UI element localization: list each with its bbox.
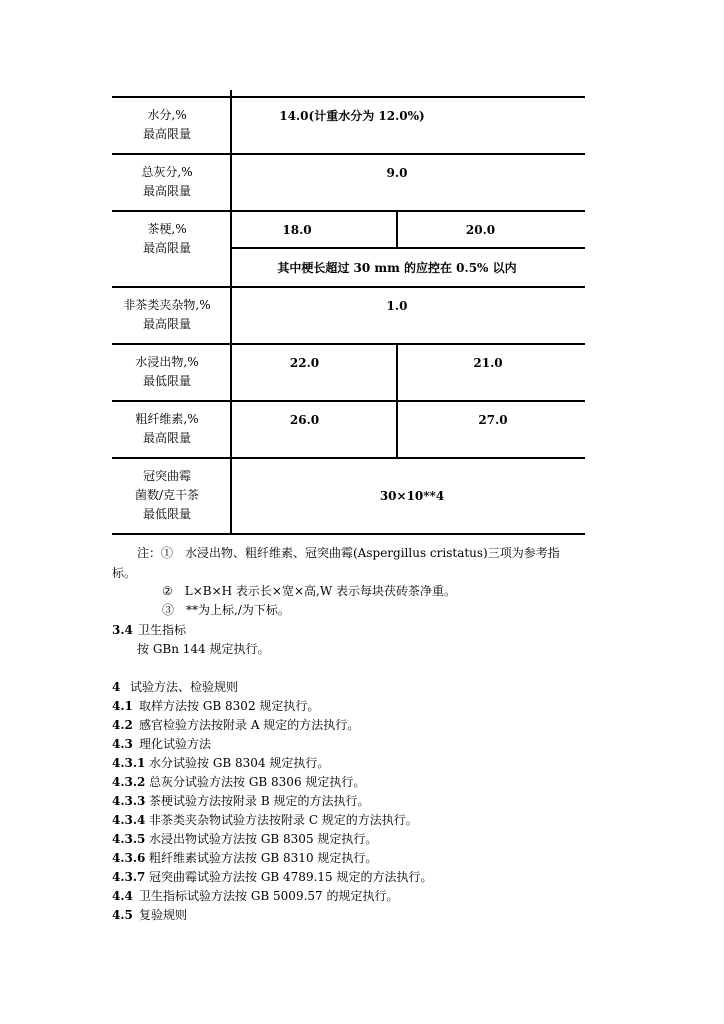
row-divider — [112, 153, 585, 155]
section-number: 4.1 — [112, 699, 133, 713]
section-text: 试验方法、检验规则 — [130, 680, 239, 694]
section-4 — [112, 678, 238, 696]
label-line: 粗纤维素,% — [135, 412, 199, 426]
section-text: 水浸出物试验方法按 GB 8305 规定执行。 — [149, 832, 378, 846]
value-impurities: 1.0 — [386, 299, 408, 313]
section-number: 4.2 — [112, 718, 133, 732]
label-line: 非茶类夹杂物,% — [123, 298, 211, 312]
label-line: 总灰分,% — [141, 165, 193, 179]
section-text: 感官检验方法按附录 A 规定的方法执行。 — [139, 718, 360, 732]
section-4-5 — [112, 906, 187, 924]
section-text: 复验规则 — [139, 908, 188, 922]
label-line: 最高限量 — [142, 317, 191, 331]
section-4-3-5 — [112, 830, 377, 848]
section-number: 4.3.5 — [112, 832, 146, 846]
section-4-3-7 — [112, 868, 432, 886]
label-line: 最高限量 — [142, 127, 191, 141]
table-bottom-rule — [112, 533, 585, 535]
section-3-4-body: 按 GBn 144 规定执行。 — [137, 642, 270, 656]
row-divider — [112, 343, 585, 345]
section-4-3-4 — [112, 811, 418, 829]
section-number: 4.3.1 — [112, 756, 146, 770]
section-4-3 — [112, 735, 211, 753]
note-1-line-1: 注：① 水浸出物、粗纤维素、冠突曲霉(Aspergillus cristatus)三项为参考指 — [137, 546, 560, 560]
row-label-stalk — [112, 220, 222, 258]
row-label-crude-fiber — [112, 410, 222, 448]
section-4-4 — [112, 887, 398, 905]
label-line: 最高限量 — [142, 184, 191, 198]
note-1-line-2: 标。 — [112, 566, 137, 580]
section-number: 4.3.2 — [112, 775, 146, 789]
label-line: 冠突曲霉 — [142, 469, 191, 483]
label-line: 水浸出物,% — [135, 355, 199, 369]
section-4-3-1 — [112, 754, 329, 772]
section-number: 4.3.7 — [112, 870, 146, 884]
label-line: 菌数/克干茶 — [134, 488, 200, 502]
row-divider — [112, 457, 585, 459]
section-number: 4 — [112, 680, 121, 694]
section-text: 粗纤维素试验方法按 GB 8310 规定执行。 — [149, 851, 378, 865]
section-number: 4.3 — [112, 737, 133, 751]
label-line: 水分,% — [147, 108, 187, 122]
row-label-moisture — [112, 106, 222, 144]
section-text: 取样方法按 GB 8302 规定执行。 — [139, 699, 320, 713]
section-4-3-6 — [112, 849, 377, 867]
section-text: 卫生指标试验方法按 GB 5009.57 的规定执行。 — [139, 889, 399, 903]
section-3-4 — [112, 621, 186, 639]
section-4-1 — [112, 697, 319, 715]
section-text: 非茶类夹杂物试验方法按附录 C 规定的方法执行。 — [149, 813, 418, 827]
section-number: 4.4 — [112, 889, 133, 903]
section-text: 卫生指标 — [138, 623, 187, 637]
section-text: 茶梗试验方法按附录 B 规定的方法执行。 — [149, 794, 370, 808]
section-4-3-3 — [112, 792, 369, 810]
value-crude-fiber-right: 27.0 — [478, 413, 508, 427]
label-line: 茶梗,% — [147, 222, 187, 236]
section-4-2 — [112, 716, 359, 734]
note-2: ② L×B×H 表示长×宽×高,W 表示每块茯砖茶净重。 — [162, 584, 457, 598]
value-stalk-note: 其中梗长超过 30 mm 的应控在 0.5% 以内 — [277, 261, 517, 275]
label-line: 最高限量 — [142, 241, 191, 255]
label-line: 最高限量 — [142, 431, 191, 445]
row-divider — [112, 210, 585, 212]
label-line: 最低限量 — [142, 374, 191, 388]
table-top-rule — [112, 96, 585, 98]
row-divider — [112, 286, 585, 288]
value-crude-fiber-left: 26.0 — [289, 413, 320, 427]
section-text: 水分试验按 GB 8304 规定执行。 — [149, 756, 330, 770]
row-divider — [112, 400, 585, 402]
value-stalk-right: 20.0 — [465, 223, 496, 237]
row-label-water-extract — [112, 353, 222, 391]
sub-row-divider — [232, 247, 585, 249]
value-water-extract-right: 21.0 — [473, 356, 503, 370]
label-line: 最低限量 — [142, 507, 191, 521]
section-4-3-2 — [112, 773, 365, 791]
section-text: 冠突曲霉试验方法按 GB 4789.15 规定的方法执行。 — [149, 870, 433, 884]
row-label-eurotium — [112, 467, 222, 524]
section-text: 总灰分试验方法按 GB 8306 规定执行。 — [149, 775, 366, 789]
value-eurotium: 30×10**4 — [379, 489, 445, 503]
note-3: ③ **为上标,/为下标。 — [162, 603, 290, 617]
row-label-impurities — [112, 296, 222, 334]
section-number: 3.4 — [112, 623, 133, 637]
section-number: 4.5 — [112, 908, 133, 922]
section-text: 理化试验方法 — [139, 737, 212, 751]
section-number: 4.3.4 — [112, 813, 146, 827]
section-number: 4.3.6 — [112, 851, 146, 865]
section-number: 4.3.3 — [112, 794, 146, 808]
value-stalk-left: 18.0 — [282, 223, 312, 237]
row-label-ash — [112, 163, 222, 201]
value-moisture: 14.0(计重水分为 12.0%) — [279, 109, 425, 123]
value-ash: 9.0 — [386, 166, 408, 180]
value-water-extract-left: 22.0 — [289, 356, 320, 370]
